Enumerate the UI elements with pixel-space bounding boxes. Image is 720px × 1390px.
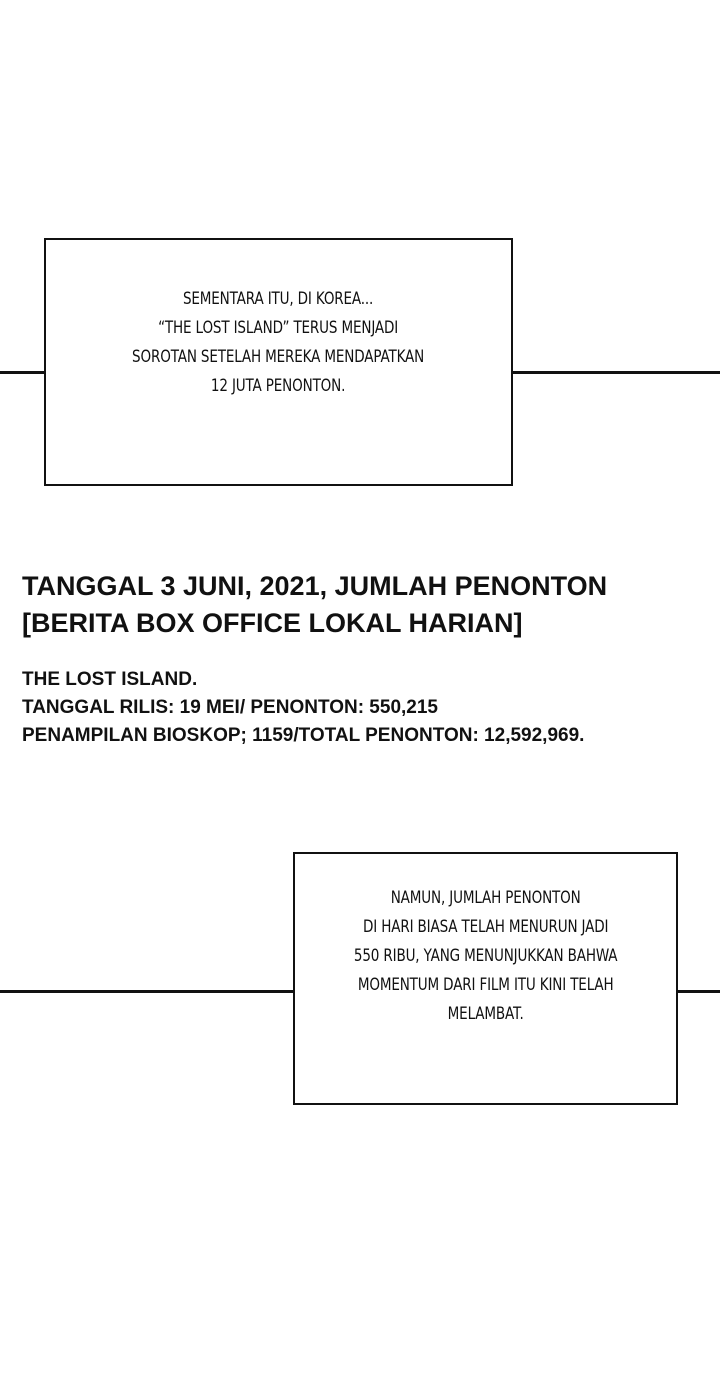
news-movie-title: THE LOST ISLAND.: [22, 669, 198, 690]
news-heading-source-line: [BERITA BOX OFFICE LOKAL HARIAN]: [22, 608, 523, 638]
narration-line: MOMENTUM DARI FILM ITU KINI TELAH: [357, 975, 614, 994]
news-heading-date-line: TANGGAL 3 JUNI, 2021, JUMLAH PENONTON: [22, 571, 608, 601]
news-heading: [22, 568, 607, 642]
narration-line: NAMUN, JUMLAH PENONTON: [390, 888, 581, 907]
narration-line: “THE LOST ISLAND” TERUS MENJADI: [158, 318, 399, 337]
narration-line: MELAMBAT.: [447, 1004, 524, 1023]
news-body: [22, 666, 584, 750]
narration-text-bottom: [354, 883, 617, 1028]
news-release-line: TANGGAL RILIS: 19 MEI/ PENONTON: 550,215: [22, 697, 438, 718]
narration-caption-top: [44, 238, 513, 486]
narration-line: 12 JUTA PENONTON.: [211, 376, 346, 395]
narration-caption-bottom: [293, 852, 678, 1105]
narration-line: DI HARI BIASA TELAH MENURUN JADI: [362, 917, 609, 936]
narration-line: SEMENTARA ITU, DI KOREA...: [183, 289, 374, 308]
narration-line: SOROTAN SETELAH MEREKA MENDAPATKAN: [132, 347, 425, 366]
narration-line: 550 RIBU, YANG MENUNJUKKAN BAHWA: [353, 946, 618, 965]
news-total-line: PENAMPILAN BIOSKOP; 1159/TOTAL PENONTON: 12,592,969.: [22, 725, 585, 746]
narration-text-top: [132, 284, 424, 400]
